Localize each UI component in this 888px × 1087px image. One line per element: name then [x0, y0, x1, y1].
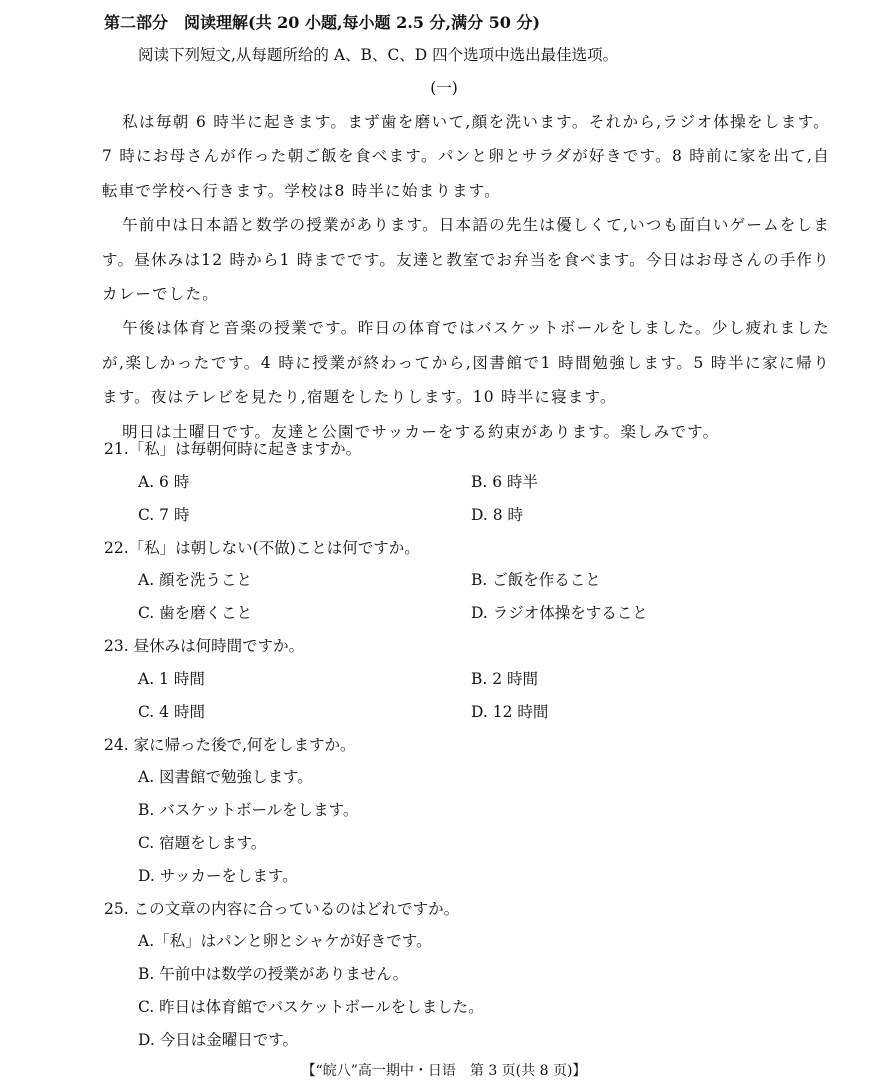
question-21-option-a[interactable]: A. 6 時 — [138, 473, 190, 491]
question-25-option-c[interactable]: C. 昨日は体育館でバスケットボールをしました。 — [138, 998, 484, 1016]
question-21-option-c[interactable]: C. 7 時 — [138, 506, 190, 524]
question-24-option-c[interactable]: C. 宿題をします。 — [138, 834, 267, 852]
passage-paragraph-3: 午後は体育と音楽の授業です。昨日の体育ではバスケットボールをしました。少し疲れましたが,楽しかったです。4 時に授業が終わってから,図書館で1 時間勉強します。5 時半に家に帰ります。夜はテレビを見たり,宿題をしたりします。10 時半に寝ます。 — [102, 319, 830, 407]
question-21-option-d[interactable]: D. 8 時 — [471, 506, 524, 524]
question-25-option-b[interactable]: B. 午前中は数学の授業がありません。 — [138, 965, 409, 983]
question-21-option-b[interactable]: B. 6 時半 — [471, 473, 539, 491]
question-24-option-d[interactable]: D. サッカーをします。 — [138, 867, 298, 885]
passage-paragraph-4: 明日は土曜日です。友達と公園でサッカーをする約束があります。楽しみです。 — [122, 422, 720, 441]
question-23-option-b[interactable]: B. 2 時間 — [471, 670, 539, 688]
reading-passage — [102, 105, 830, 449]
question-23-option-c[interactable]: C. 4 時間 — [138, 703, 205, 721]
section-title: 第二部分 阅读理解(共 20 小题,每小题 2.5 分,满分 50 分) — [104, 13, 541, 32]
question-24-option-b[interactable]: B. バスケットボールをします。 — [138, 801, 359, 819]
question-22-option-c[interactable]: C. 歯を磨くこと — [138, 604, 253, 622]
question-22-stem: 22.「私」は朝しない(不做)ことは何ですか。 — [104, 539, 420, 557]
question-25-option-a[interactable]: A.「私」はパンと卵とシャケが好きです。 — [138, 932, 432, 950]
question-24-option-a[interactable]: A. 図書館で勉強します。 — [138, 768, 313, 786]
question-22-option-b[interactable]: B. ご飯を作ること — [471, 571, 601, 589]
question-24-stem: 24. 家に帰った後で,何をしますか。 — [104, 736, 356, 754]
passage-number: (一) — [430, 79, 458, 97]
instruction-text: 阅读下列短文,从每题所给的 A、B、C、D 四个选项中选出最佳选项。 — [138, 46, 619, 64]
question-25-option-d[interactable]: D. 今日は金曜日です。 — [138, 1031, 298, 1049]
passage-paragraph-1: 私は毎朝 6 時半に起きます。まず歯を磨いて,顔を洗います。それから,ラジオ体操をします。7 時にお母さんが作った朝ご飯を食べます。パンと卵とサラダが好きです。8 時前に家を出て,自転車で学校へ行きます。学校は8 時半に始まります。 — [102, 113, 830, 200]
question-23-stem: 23. 昼休みは何時間ですか。 — [104, 637, 305, 655]
question-25-stem: 25. この文章の内容に合っているのはどれですか。 — [104, 900, 460, 918]
question-21-stem: 21.「私」は毎朝何時に起きますか。 — [104, 440, 362, 458]
question-23-option-d[interactable]: D. 12 時間 — [471, 703, 549, 721]
page-footer: 【“皖八”高一期中・日语 第 3 页(共 8 页)】 — [301, 1063, 587, 1079]
question-23-option-a[interactable]: A. 1 時間 — [138, 670, 205, 688]
question-22-option-a[interactable]: A. 顔を洗うこと — [138, 571, 253, 589]
passage-paragraph-2: 午前中は日本語と数学の授業があります。日本語の先生は優しくて,いつも面白いゲームをします。昼休みは12 時から1 時までです。友達と教室でお弁当を食べます。今日はお母さんの手作りカレーでした。 — [102, 216, 830, 304]
question-22-option-d[interactable]: D. ラジオ体操をすること — [471, 604, 648, 622]
